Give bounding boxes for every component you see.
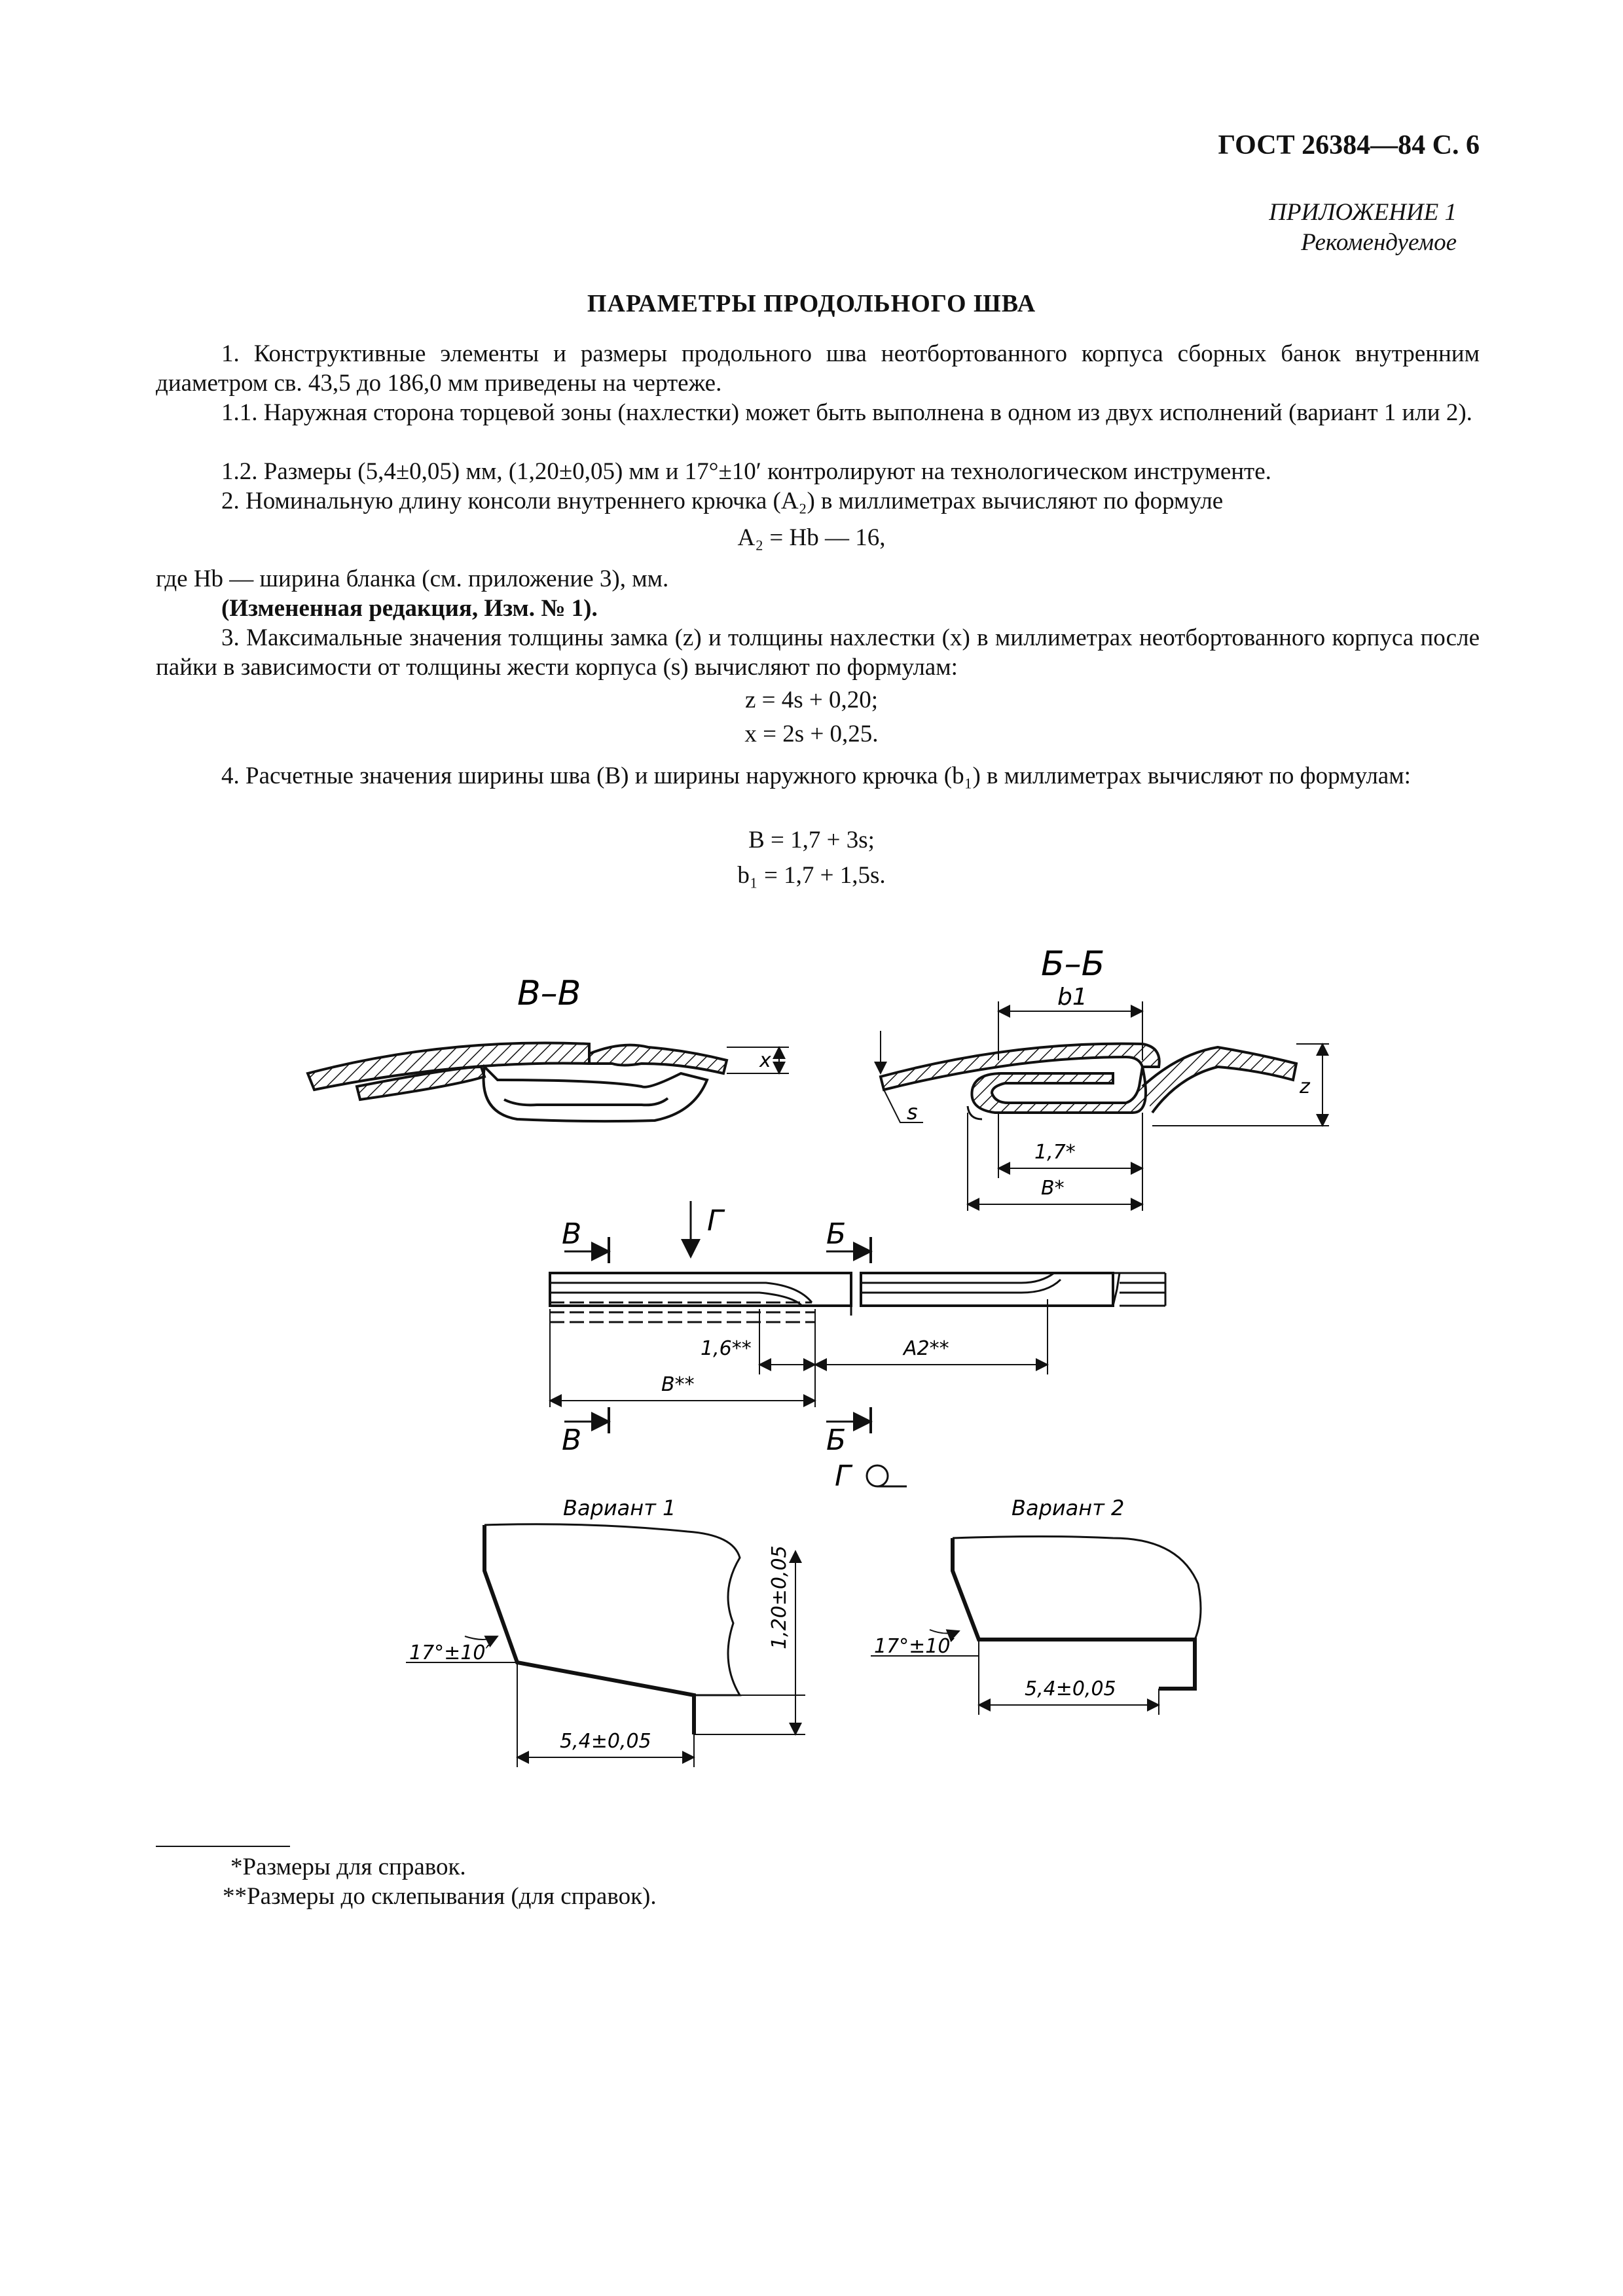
dimension-b1-label: b1 (1057, 984, 1087, 1011)
mark-b-top: Б (826, 1217, 847, 1251)
hook-strip (589, 1045, 727, 1073)
paragraph-1-1: 1.1. Наружная сторона торцевой зоны (нахлестки) может быть выполнена в одном из двух исполнений (вариант 1 или 2). (221, 399, 1472, 426)
formula-x: x = 2s + 0,25. (744, 721, 879, 747)
dimension-1-20: 1,20±0,05 (768, 1545, 791, 1649)
angle-v2: 17°±10′ (874, 1635, 955, 1658)
dimension-b-bb: B** (661, 1373, 695, 1396)
document-code: ГОСТ 26384—84 С. 6 (1218, 130, 1480, 160)
formula-z: z = 4s + 0,20; (744, 687, 879, 713)
formula-b1: b₁ = 1,7 + 1,5s. (737, 862, 886, 889)
mark-g: Г (707, 1204, 723, 1238)
view-g-label: Г (835, 1460, 851, 1493)
dimension-1-7: 1,7* (1034, 1141, 1076, 1164)
paragraph-2: 2. Номинальную длину консоли внутреннего крючка (A₂) в миллиметрах вычисляют по формуле (221, 488, 1224, 514)
paragraph-3: 3. Максимальные значения толщины замка (z) и толщины нахлестки (x) в миллиметрах неотбортованного корпуса после пайки в зависимости от толщины жести корпуса (s) вычисляют по формулам: (156, 624, 1480, 681)
view-direction-icon (867, 1465, 888, 1486)
lock-inner-line (504, 1098, 668, 1105)
variant-1-detail (406, 1496, 805, 1767)
plan-view (550, 1201, 1165, 1493)
section-bb-label: Б–Б (1041, 944, 1105, 984)
paragraph-1: 1. Конструктивные элементы и размеры продольного шва неотбортованного корпуса сборных банок внутренним диаметром св. 43,5 до 186,0 мм приведены на чертеже. (156, 340, 1480, 397)
footnote-2: **Размеры до склепывания (для справок). (223, 1883, 657, 1910)
where-clause: где Hb — ширина бланка (см. приложение 3), мм. (156, 565, 669, 592)
dimension-1-6: 1,6** (701, 1337, 752, 1360)
dimension-b-ref: B* (1041, 1177, 1065, 1200)
dimension-s: s (907, 1100, 918, 1124)
seam-drawing (0, 903, 1623, 1787)
section-title: ПАРАМЕТРЫ ПРОДОЛЬНОГО ШВА (587, 290, 1036, 317)
appendix-block (1113, 198, 1457, 258)
appendix-status: Рекомендуемое (1301, 229, 1457, 256)
variant-2-detail (871, 1496, 1201, 1715)
section-vv-label: В–В (517, 974, 581, 1013)
footnote-1: *Размеры для справок. (230, 1854, 466, 1880)
section-vv-view (308, 974, 789, 1121)
dimension-5-4-v1: 5,4±0,05 (560, 1730, 651, 1753)
angle-v1: 17°±10′ (409, 1641, 490, 1664)
dimension-5-4-v2: 5,4±0,05 (1025, 1677, 1116, 1700)
bb-hook (972, 1067, 1146, 1113)
section-bb-view (881, 944, 1329, 1211)
amendment-note: (Измененная редакция, Изм. № 1). (221, 595, 598, 622)
mark-v-top: В (562, 1217, 582, 1251)
lock-loop (484, 1067, 707, 1121)
dimension-x: x (759, 1049, 771, 1072)
variant-1-label: Вариант 1 (563, 1496, 676, 1520)
mark-b-bottom: Б (826, 1424, 847, 1457)
footnote-separator (156, 1846, 290, 1847)
formula-b: B = 1,7 + 3s; (748, 827, 875, 853)
dimension-a2: A2** (903, 1337, 949, 1360)
paragraph-1-2: 1.2. Размеры (5,4±0,05) мм, (1,20±0,05) мм и 17°±10′ контролируют на технологическом инструменте. (221, 458, 1271, 485)
variant-2-label: Вариант 2 (1012, 1496, 1125, 1520)
dimension-z: z (1300, 1075, 1310, 1098)
paragraph-4: 4. Расчетные значения ширины шва (B) и ширины наружного крючка (b₁) в миллиметрах вычисляют по формулам: (221, 762, 1411, 789)
bb-flange (1142, 1047, 1296, 1113)
mark-v-bottom: В (562, 1424, 582, 1457)
formula-a2: A₂ = Hb — 16, (737, 524, 886, 551)
appendix-label: ПРИЛОЖЕНИЕ 1 (1269, 199, 1457, 226)
